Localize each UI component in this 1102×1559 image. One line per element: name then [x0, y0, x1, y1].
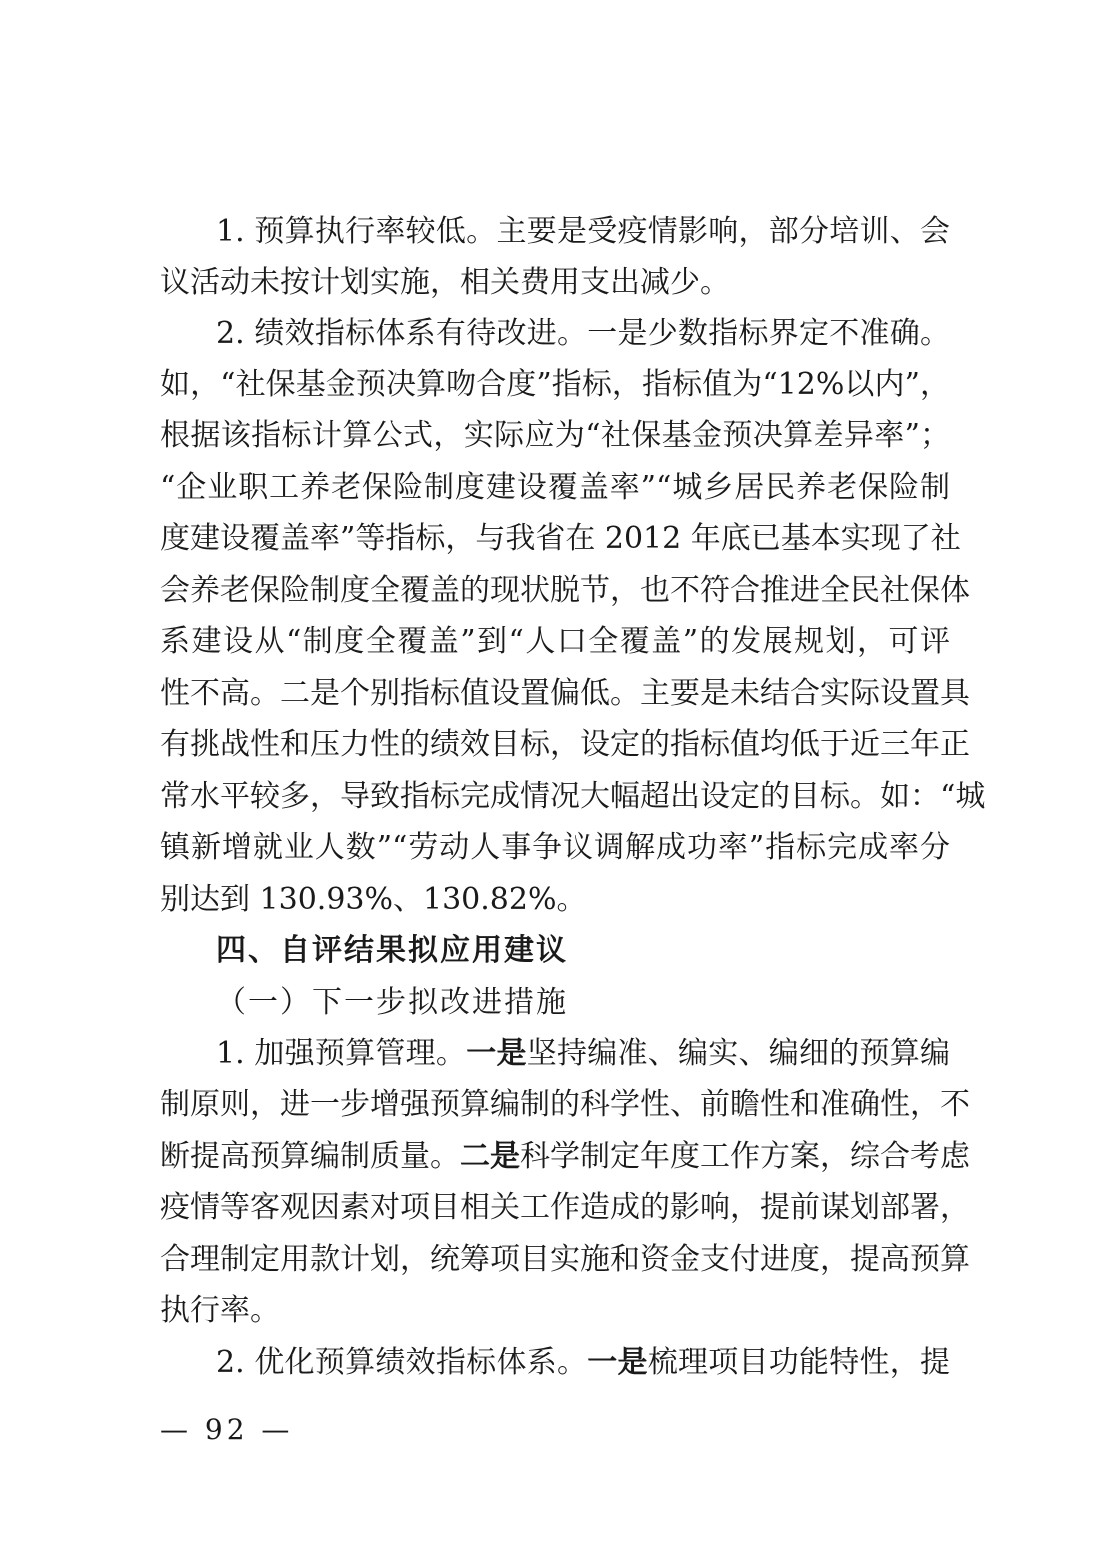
measure-2-line-1	[216, 1343, 950, 1383]
subsection-heading: （一）下一步拟改进措施	[216, 985, 568, 1020]
paragraph-line: 性不高。二是个别指标值设置偏低。主要是未结合实际设置具	[160, 676, 970, 711]
paragraph-line: 度建设覆盖率”等指标，与我省在 2012 年底已基本实现了社	[160, 521, 961, 556]
paragraph-line: 合理制定用款计划，统筹项目实施和资金支付进度，提高预算	[160, 1242, 970, 1277]
measure-1-title: 1. 加强预算管理。	[216, 1036, 467, 1071]
paragraph-line: 系建设从“制度全覆盖”到“人口全覆盖”的发展规划，可评	[160, 624, 950, 659]
measure-1-line-1	[216, 1034, 950, 1074]
section-heading: 四、自评结果拟应用建议	[216, 933, 568, 968]
paragraph-line: 如，“社保基金预决算吻合度”指标，指标值为“12%以内”，	[160, 367, 950, 402]
bold-marker: 二是	[460, 1139, 520, 1174]
bold-marker: 一是	[587, 1345, 648, 1380]
paragraph-line: 1. 预算执行率较低。主要是受疫情影响，部分培训、会	[216, 214, 950, 249]
paragraph-line: 常水平较多，导致指标完成情况大幅超出设定的目标。如：“城	[160, 779, 986, 814]
paragraph-line: 镇新增就业人数”“劳动人事争议调解成功率”指标完成率分	[160, 830, 950, 865]
paragraph-line: 2. 绩效指标体系有待改进。一是少数指标界定不准确。	[216, 316, 950, 351]
paragraph-line: 有挑战性和压力性的绩效目标，设定的指标值均低于近三年正	[160, 727, 970, 762]
paragraph-line: 疫情等客观因素对项目相关工作造成的影响，提前谋划部署，	[160, 1190, 970, 1225]
paragraph-line: 别达到 130.93%、130.82%。	[160, 882, 587, 917]
measure-text: 梳理项目功能特性，提	[647, 1345, 950, 1380]
paragraph-line: 制原则，进一步增强预算编制的科学性、前瞻性和准确性，不	[160, 1087, 970, 1122]
measure-2-title: 2. 优化预算绩效指标体系。	[216, 1345, 588, 1380]
paragraph-line: 根据该指标计算公式，实际应为“社保基金预决算差异率”；	[160, 418, 950, 453]
measure-text: 坚持编准、编实、编细的预算编	[526, 1036, 950, 1071]
paragraph-line: 议活动未按计划实施，相关费用支出减少。	[160, 265, 730, 300]
paragraph-line: “企业职工养老保险制度建设覆盖率”“城乡居民养老保险制	[160, 470, 950, 505]
bold-marker: 一是	[466, 1036, 527, 1071]
measure-text: 科学制定年度工作方案，综合考虑	[520, 1139, 970, 1174]
paragraph-line: 执行率。	[160, 1293, 280, 1328]
measure-text: 断提高预算编制质量。	[160, 1139, 460, 1174]
paragraph-line: 会养老保险制度全覆盖的现状脱节，也不符合推进全民社保体	[160, 573, 970, 608]
page-number: — 92 —	[160, 1413, 294, 1446]
measure-1-line-3	[160, 1137, 970, 1177]
